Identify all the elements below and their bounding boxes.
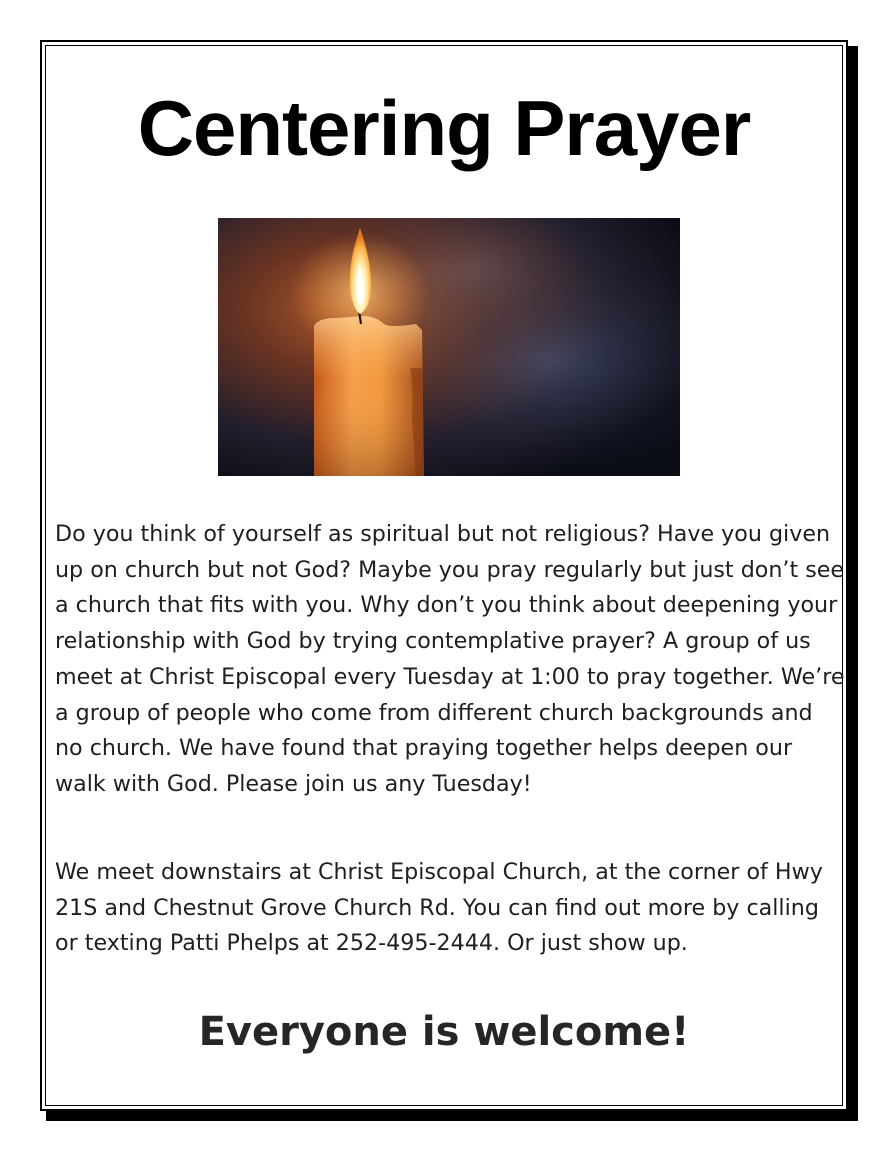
candle-photo <box>218 218 680 476</box>
paragraph-location-contact: We meet downstairs at Christ Episcopal Church, at the corner of Hwy 21S and Chestnut Grove Church Rd. You can find out more by calling or texting Patti Phelps at 252-495-2444. Or just show up. <box>55 859 823 957</box>
candle-illustration <box>218 218 680 476</box>
flyer-title: Centering Prayer <box>137 84 751 172</box>
flyer-page <box>40 40 848 1111</box>
closing-headline: Everyone is welcome! <box>198 1009 690 1055</box>
paragraph-invitation: Do you think of yourself as spiritual but not religious? Have you given up on church but not God? Maybe you pray regularly but just don’t see a church that fits with you. Why don’t you think about deepening your relationship with God by trying contemplative prayer? A group of us meet at Christ Episcopal every Tuesday at 1:00 to pray together. We’re a group of people who come from different church backgrounds and no church. We have found that praying together helps deepen our walk with God. Please join us any Tuesday! <box>55 521 845 797</box>
description-paragraph <box>55 517 845 803</box>
location-paragraph <box>55 855 845 962</box>
